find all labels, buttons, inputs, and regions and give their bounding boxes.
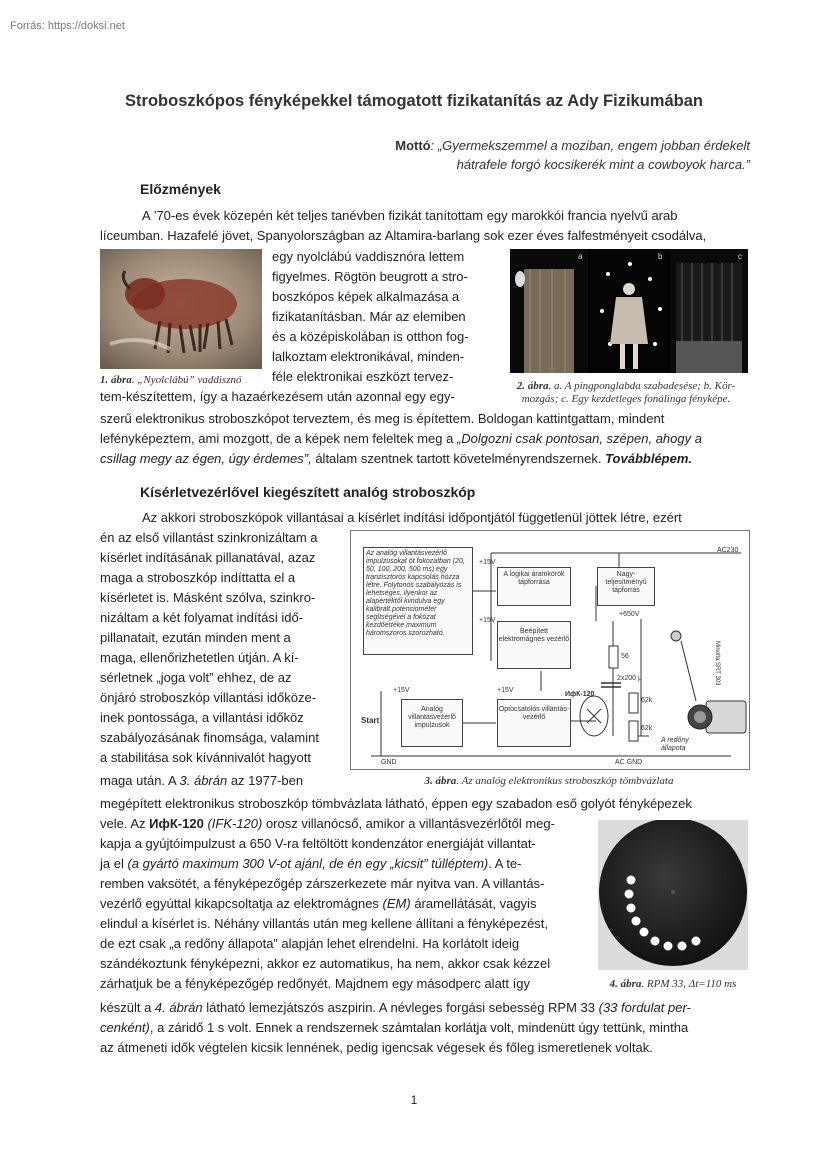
paragraph-line: egy nyolclábú vaddisznóra lettem [272, 249, 465, 264]
label-650v: +650V [619, 611, 640, 618]
section-heading-kiserletvezerlo: Kísérletvezérlővel kiegészített analóg stroboszkóp [140, 484, 476, 500]
source-line: Forrás: https://doksi.net [10, 20, 125, 32]
fig2-label-c: c [738, 252, 742, 261]
paragraph-line: fizikatanításban. Már az elemiben [272, 309, 466, 324]
paragraph-line: Az akkori stroboszkópok villantásai a kísérlet indítási időpontjától függetlenül jöttek létre, ezért [142, 510, 682, 525]
paragraph-line: zárhatjuk be a fényképezőgép redőnyét. Majdnem egy másodperc alatt így [100, 976, 530, 991]
paragraph-line: remben vaksötét, a fényképezőgép zárszerkezete már nyitva van. A villantás- [100, 876, 545, 891]
paragraph-line: inek pontossága, a villantási időköz [100, 710, 304, 725]
figure-1-cave-painting [100, 249, 262, 369]
analog-controller-block: Analóg villantásvezérlő impulzusok [401, 699, 463, 747]
paragraph-line: én az első villantást szinkronizáltam a [100, 530, 318, 545]
paragraph-line: kapja a gyújtóimpulzust a 650 V-ra feltöltött kondenzátor energiáját villantat- [100, 836, 536, 851]
paragraph-line: féle elektronikai eszközt tervez- [272, 369, 454, 384]
logic-power-block: A logikai áramkörök tápforrása [497, 567, 571, 606]
label-plus15: +15V [479, 559, 496, 566]
paragraph-line: pillanatait, ezután minden ment a [100, 630, 291, 645]
aspirin-disc-image [598, 820, 748, 970]
page-number: 1 [410, 1093, 418, 1107]
fig2-label-b: b [658, 252, 663, 261]
paragraph-line: cenként), a záridő 1 s volt. Ennek a rendszernek számtalan korlátja volt, mindenütt úgy tettünk, mintha [100, 1020, 689, 1035]
electromagnet-block: Beépített elektromágnes vezérlő [497, 621, 571, 669]
paragraph-line: maga, ellenőrizhetetlen útján. A kí- [100, 650, 299, 665]
figure-4-caption: 4. ábra. RPM 33, Δt=110 ms [609, 978, 737, 990]
label-start: Start [361, 716, 380, 725]
optocoupler-block: Optocsatolós villantás-vezérlő [497, 699, 571, 747]
figure-4-aspirin-photo [598, 820, 748, 970]
paragraph-line: líceumban. Hazafelé jövet, Spanyolországban az Altamira-barlang sok ezer éves falfestményeit csodálva, [100, 228, 707, 243]
paragraph-line: szerű elektronikus stroboszkópot terveztem, és meg is építettem. Boldogan kattintgattam, mindent [100, 411, 665, 426]
paragraph-line: csillag megy az égen, úgy érdemes”, általam szentnek tartott követelményrendszernek. Továbblépem. [100, 451, 693, 466]
paragraph-line: önjáró stroboszkóp villantási időköze- [100, 690, 317, 705]
label-plus15: +15V [393, 687, 410, 694]
page-title: Stroboszkópos fényképekkel támogatott fizikatanítás az Ady Fizikumában [125, 92, 703, 110]
figure-2-strobe-photos [510, 249, 748, 373]
label-ifk120: ИфК-120 [565, 691, 595, 698]
label-ac-gnd: AC GND [615, 759, 643, 766]
paragraph-line: A ’70-es évek közepén két teljes tanévben fizikát tanítottam egy marokkói francia nyelvű arab [142, 208, 678, 223]
paragraph-line: elindul a kísérlet is. Néhány villantás után meg kellene állítani a fényképezést, [100, 916, 549, 931]
paragraph-line: maga után. A 3. ábrán az 1977-ben [100, 773, 304, 788]
paragraph-line: megépített elektronikus stroboszkóp tömbvázlata látható, éppen egy szabadon eső golyót fényképezek [100, 796, 692, 811]
figure-1-caption: 1. ábra. „Nyolclábú” vaddisznó [100, 374, 242, 386]
paragraph-line: kísérletet is. Másként szólva, szinkro- [100, 590, 316, 605]
paragraph-line: de ezt csak „a redőny állapota” alapján lehet elrendelni. Ha korlátolt ideig [100, 936, 520, 951]
diagram-note: Az analóg villantásvezérlő impulzusokat öt fokozatban (20, 50, 100, 200, 500 ms) egy tranzisztoros kapcsolás hozza létre. Folytonos szabályozás is lehetséges, ilyenkor az alapértéktől kiindulva egy kalibrált potenciométer segítségével a fokozat kezdőértéke maximum háromszoros szorozható. [363, 547, 473, 655]
paragraph-line: vele. Az ИфК-120 (IFK-120) orosz villanócső, amikor a villantásvezérlőtől meg- [100, 816, 555, 831]
hv-power-block: Nagy-teljesítményű tápforrás [597, 567, 655, 606]
section-heading-elozmenyek: Előzmények [140, 181, 221, 197]
paragraph-line: a stabilitása sok kívánnivalót hagyott [100, 750, 312, 765]
strobe-photos-image [510, 249, 748, 373]
label-r62a: 62k [641, 697, 653, 704]
paragraph-line: vezérlő egyúttal kikapcsoltatja az elektromágnes (EM) áramellátását, vagyis [100, 896, 537, 911]
paragraph-line: és a középiskolában is otthon fog- [272, 329, 469, 344]
paragraph-line: szabályozásának finomsága, valamint [100, 730, 319, 745]
label-ac230: AC230 [717, 547, 739, 554]
fig2-label-a: a [578, 252, 583, 261]
label-gnd: GND [381, 759, 397, 766]
figure-3-block-diagram [350, 530, 750, 770]
paragraph-line: sérletnek „joga volt” ehhez, de az [100, 670, 292, 685]
label-r56: 56 [621, 653, 629, 660]
label-r62b: 62k [641, 725, 653, 732]
label-shutter-state: A redőny állapota [661, 737, 689, 752]
paragraph-line: szándékoztunk fényképezni, akkor ez automatikus, ha nem, akkor csak kézzel [100, 956, 551, 971]
motto-line-2: hátrafele forgó kocsikerék mint a cowboyok harca.” [456, 157, 750, 172]
figure-3-caption: 3. ábra. Az analóg elektronikus stroboszkóp tömbvázlata [424, 775, 674, 787]
label-plus15: +15V [479, 617, 496, 624]
paragraph-line: lefényképeztem, ami mozgott, de a képek nem feleltek meg a „Dolgozni csak pontosan, szépen, ahogy a [100, 431, 702, 446]
motto [395, 136, 750, 174]
paragraph-line: tem-készítettem, így a hazaérkezésem után azonnal egy egy- [100, 389, 455, 404]
label-camera: Minolta SRT 303 [714, 641, 720, 686]
label-capacitor: 2x200 µ [617, 675, 643, 682]
paragraph-line: figyelmes. Rögtön beugrott a stro- [272, 269, 468, 284]
figure-2-caption: 2. ábra. a. A pingponglabda szabadesése; b. Kör-mozgás; c. Egy kezdetleges fonálinga fényképe. [516, 380, 736, 405]
cave-painting-image [100, 249, 262, 369]
paragraph-line: boszkópos képek alkalmazása a [272, 289, 460, 304]
paragraph-line: maga a stroboszkóp indíttatta el a [100, 570, 296, 585]
paragraph-line: az átmeneti idők végtelen kicsik lennének, pedig igencsak végesek és főleg ismeretlenek voltak. [100, 1040, 653, 1055]
paragraph-line: ja el (a gyártó maximum 300 V-ot ajánl, de én egy „kicsit” túlléptem). A te- [100, 856, 522, 871]
motto-line-1: : „Gyermekszemmel a moziban, engem jobban érdekelt [430, 138, 750, 153]
paragraph-line: lalkoztam elektronikával, minden- [272, 349, 465, 364]
paragraph-line: kísérlet indításának pillanatával, azaz [100, 550, 316, 565]
paragraph-line: készült a 4. ábrán látható lemezjátszós aszpirin. A névleges forgási sebesség RPM 33 (33 fordulat per- [100, 1000, 691, 1015]
paragraph-line: nizáltam a két folyamat indítási idő- [100, 610, 304, 625]
motto-label: Mottó [395, 138, 431, 153]
label-plus15: +15V [497, 687, 514, 694]
